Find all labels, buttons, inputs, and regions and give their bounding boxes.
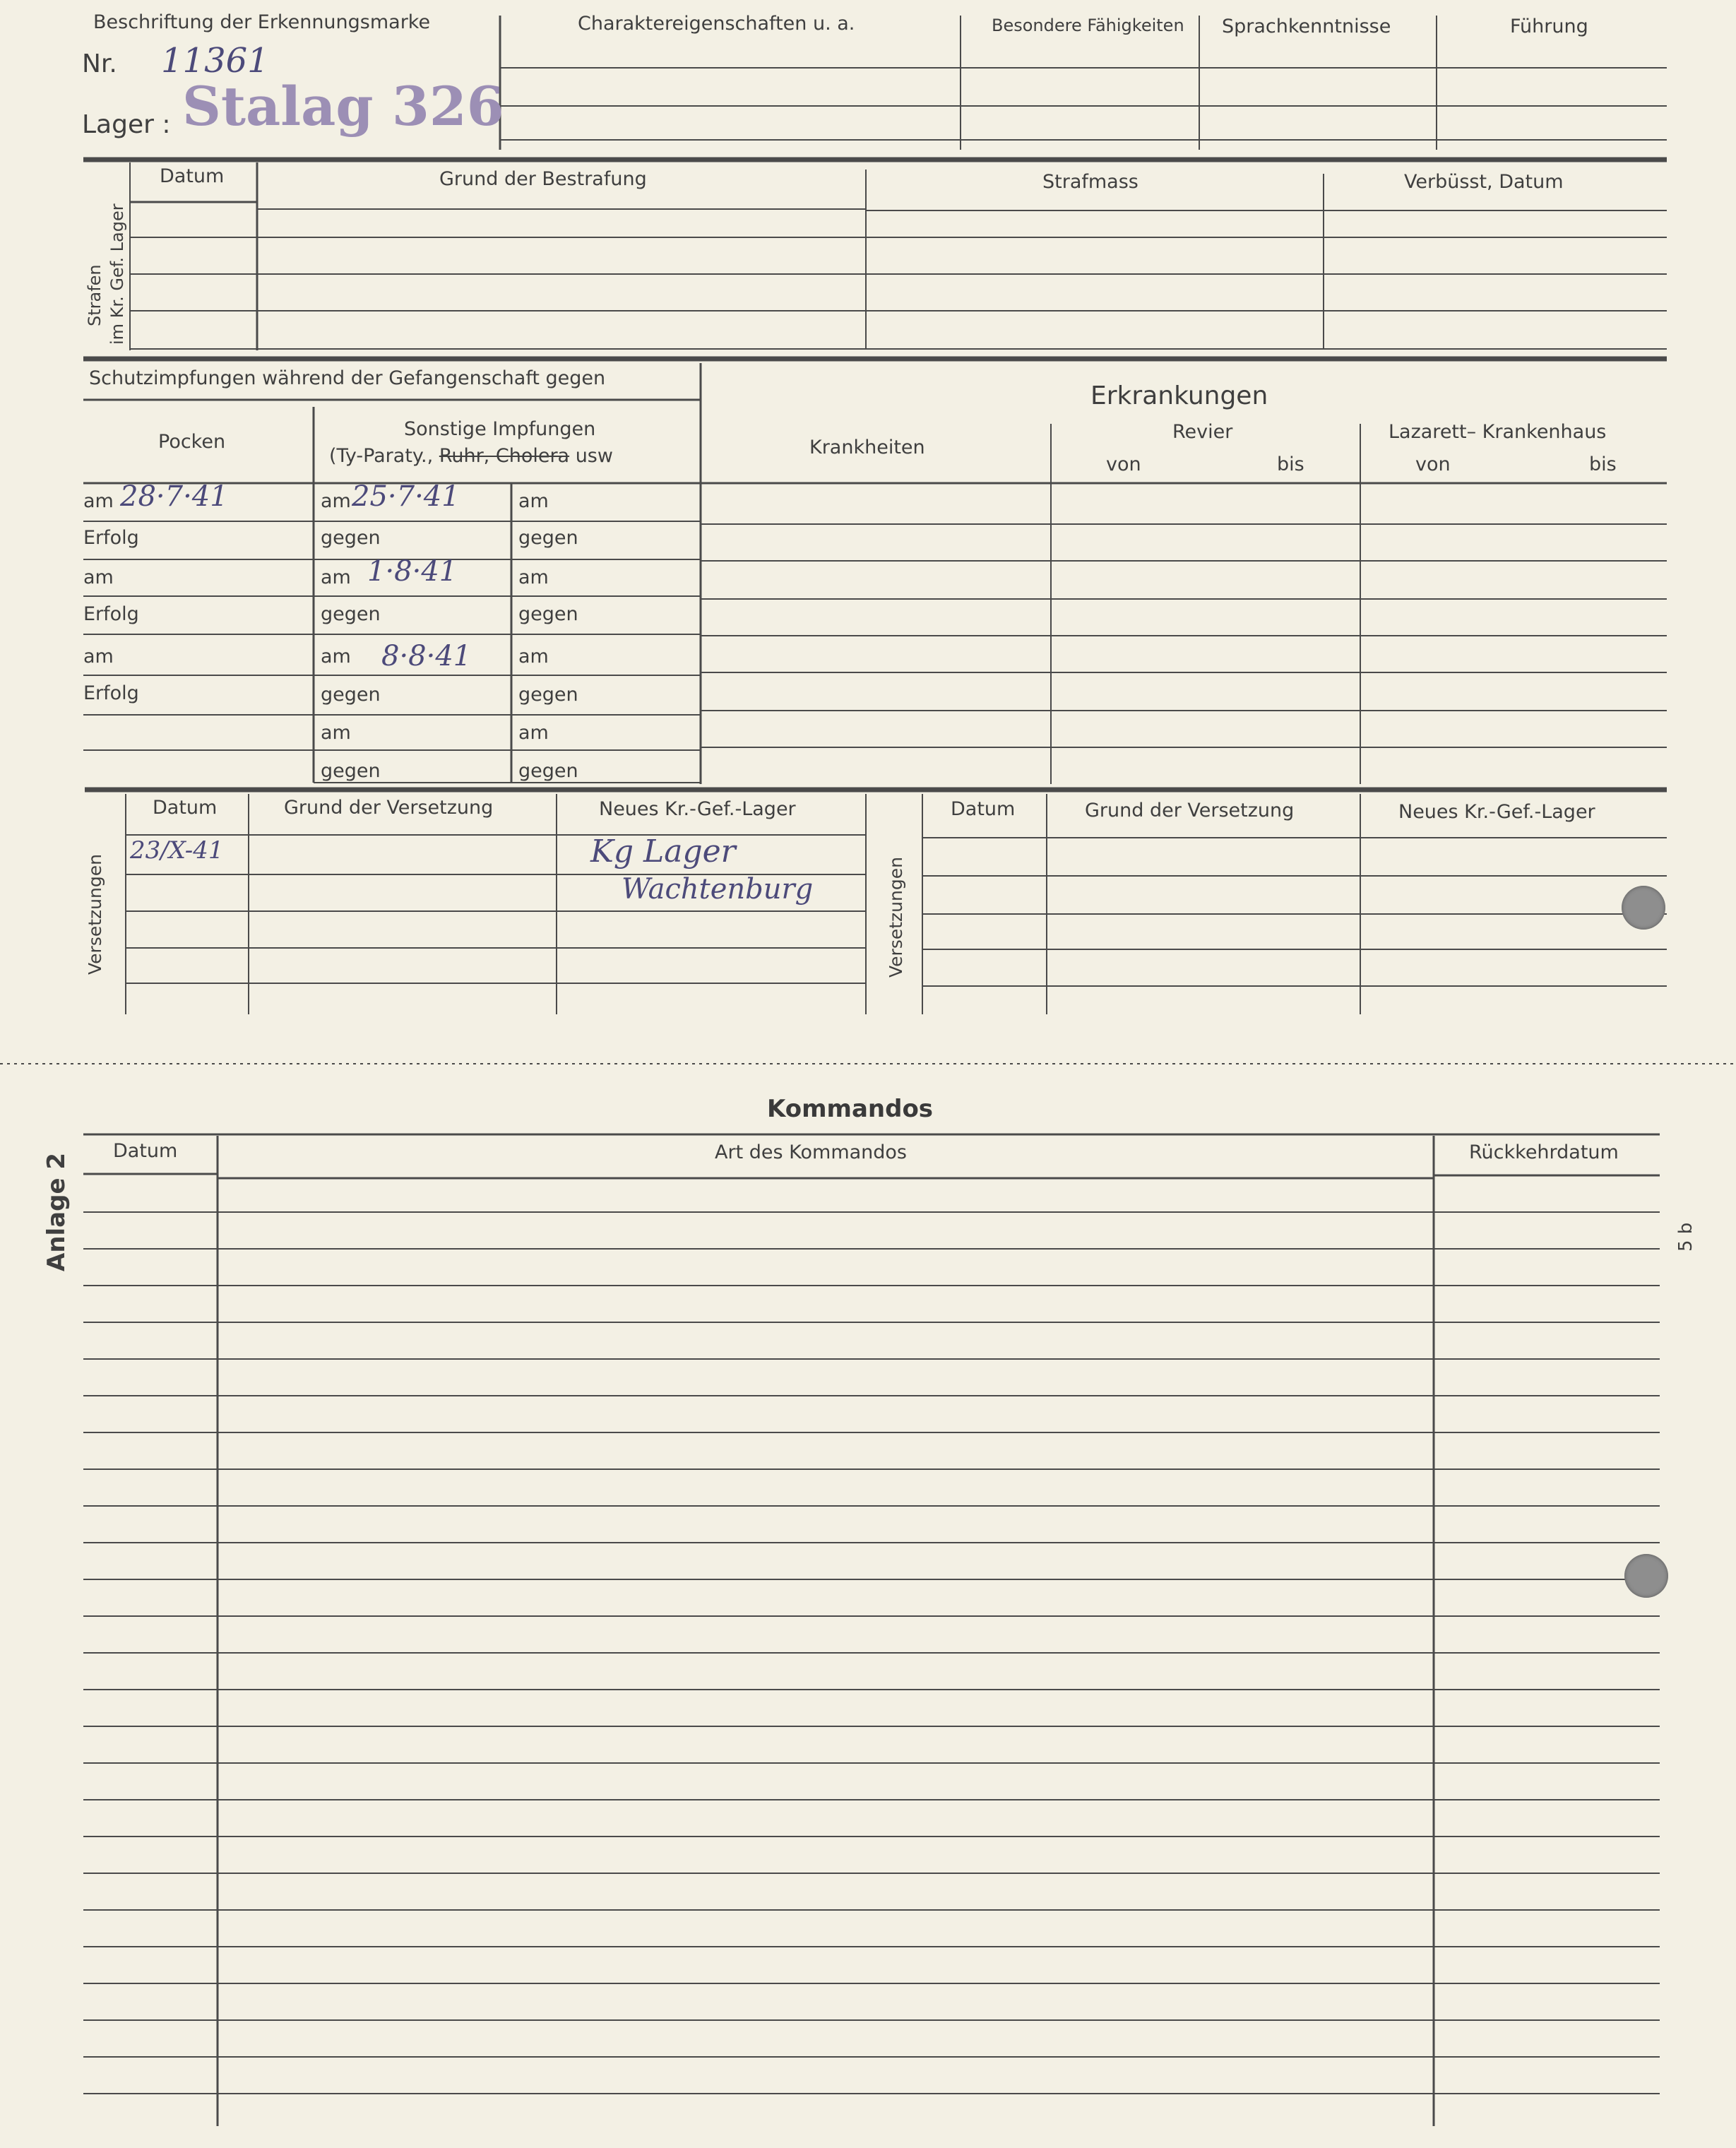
nr-label: Nr. (82, 49, 117, 78)
beschriftung-label: Beschriftung der Erkennungsmarke (93, 11, 431, 33)
impfungen-title: Schutzimpfungen während der Gefangenschaft gegen (89, 367, 606, 389)
sonstige-b-gegen-4: gegen (518, 760, 578, 782)
pocken-date-1: 28·7·41 (120, 480, 228, 513)
pocken-erfolg-3: Erfolg (83, 682, 139, 704)
punch-hole-bottom (1624, 1554, 1668, 1598)
pocken-header: Pocken (158, 431, 226, 453)
anlage-side-label: Anlage 2 (42, 1152, 71, 1271)
sonstige-date-2: 1·8·41 (367, 555, 458, 588)
sonstige-a-am-2: am (321, 566, 351, 588)
sonstige-b-gegen-2: gegen (518, 603, 578, 625)
sonstige-b-gegen-1: gegen (518, 527, 578, 549)
strafen-side-label: Strafen (85, 264, 105, 326)
lazarett-header: Lazarett– Krankenhaus (1389, 421, 1607, 443)
sonstige-date-3: 8·8·41 (381, 640, 472, 672)
sonstige-a-gegen-4: gegen (321, 760, 381, 782)
fuehrung-header: Führung (1510, 16, 1588, 37)
strafmass-header: Strafmass (1042, 171, 1138, 193)
sonstige-subheader (329, 445, 613, 467)
lager-label: Lager : (82, 110, 171, 139)
sonstige-b-am-4: am (518, 722, 549, 744)
versetzung-grund-header-right: Grund der Versetzung (1085, 800, 1295, 821)
revier-header: Revier (1172, 421, 1233, 443)
erkrankungen-title: Erkrankungen (1090, 381, 1268, 410)
sonstige-a-am-1: am (321, 490, 351, 512)
versetzung-datum-header-left: Datum (153, 797, 218, 819)
versetzung-neues-header-right: Neues Kr.-Gef.-Lager (1398, 801, 1595, 823)
lazarett-von: von (1415, 453, 1451, 475)
form-code: 5 b (1675, 1222, 1696, 1252)
sonstige-b-am-3: am (518, 646, 549, 667)
besondere-header: Besondere Fähigkeiten (992, 16, 1184, 35)
sonstige-a-am-4: am (321, 722, 351, 744)
rueckkehr-header: Rückkehrdatum (1469, 1141, 1619, 1163)
sonstige-header: Sonstige Impfungen (404, 418, 596, 440)
versetzung-entry-datum: 23/X-41 (130, 836, 224, 865)
pocken-am-3: am (83, 646, 114, 667)
versetzungen-side-label-left: Versetzungen (85, 854, 105, 975)
versetzungen-side-label-right: Versetzungen (886, 857, 906, 978)
sonstige-a-gegen-3: gegen (321, 684, 381, 706)
sonstige-sub-prefix: (Ty-Paraty., (329, 445, 434, 467)
sonstige-b-am-1: am (518, 490, 549, 512)
pocken-erfolg-2: Erfolg (83, 603, 139, 625)
verbuesst-header: Verbüsst, Datum (1404, 171, 1564, 193)
sonstige-a-gegen-2: gegen (321, 603, 381, 625)
punch-hole-top (1622, 886, 1665, 930)
pocken-erfolg-1: Erfolg (83, 527, 139, 549)
pocken-am-2: am (83, 566, 114, 588)
nr-value: 11361 (161, 41, 269, 81)
sonstige-a-am-3: am (321, 646, 351, 667)
sonstige-sub-suffix: usw (575, 445, 613, 467)
versetzung-datum-header-right: Datum (951, 798, 1016, 820)
sonstige-date-1: 25·7·41 (352, 480, 460, 513)
versetzung-grund-header-left: Grund der Versetzung (284, 797, 494, 819)
revier-von: von (1106, 453, 1141, 475)
krankheiten-header: Krankheiten (809, 437, 925, 458)
sonstige-sub-struck: Ruhr, Cholera (439, 445, 570, 467)
sprachkenntnisse-header: Sprachkenntnisse (1222, 16, 1391, 37)
versetzung-entry-lager-2: Wachtenburg (622, 873, 814, 906)
kommandos-title: Kommandos (767, 1095, 934, 1123)
kommandos-datum-header: Datum (113, 1140, 178, 1162)
strafen-datum-header: Datum (160, 165, 225, 187)
versetzung-neues-header-left: Neues Kr.-Gef.-Lager (599, 798, 796, 820)
strafen-side-label-2: im Kr. Gef. Lager (107, 203, 127, 345)
charakter-header: Charaktereigenschaften u. a. (578, 13, 855, 35)
art-kommandos-header: Art des Kommandos (715, 1141, 908, 1163)
grund-bestrafung-header: Grund der Bestrafung (439, 168, 647, 190)
lager-stamp: Stalag 326 (182, 75, 504, 138)
versetzung-entry-lager-1: Kg Lager (590, 833, 736, 870)
lazarett-bis: bis (1589, 453, 1617, 475)
sonstige-b-gegen-3: gegen (518, 684, 578, 706)
sonstige-b-am-2: am (518, 566, 549, 588)
pocken-am-1: am (83, 490, 114, 512)
revier-bis: bis (1277, 453, 1304, 475)
sonstige-a-gegen-1: gegen (321, 527, 381, 549)
